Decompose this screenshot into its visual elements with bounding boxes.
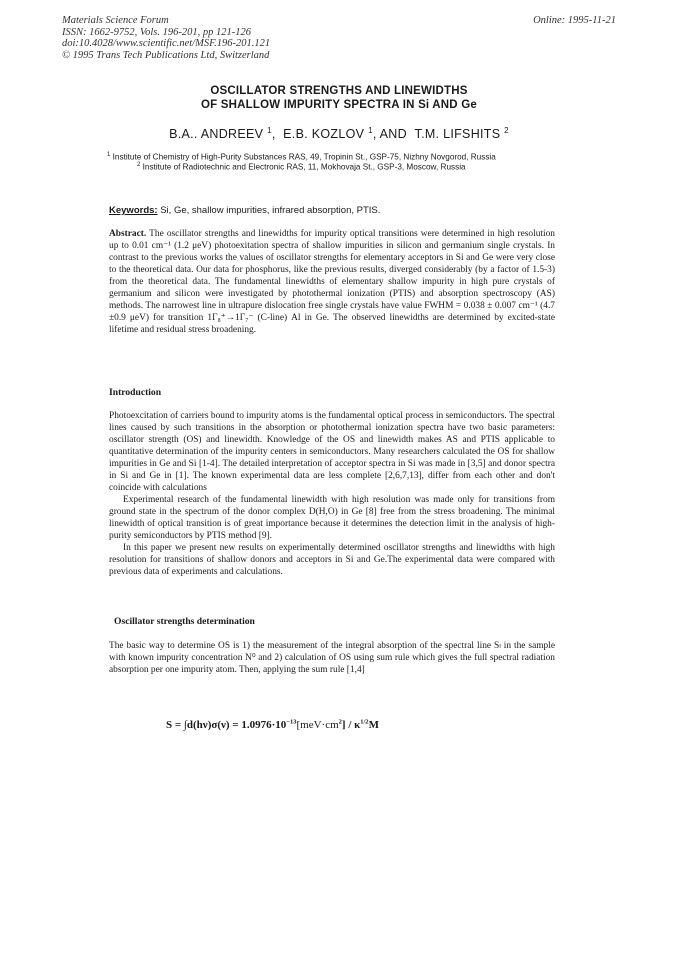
oscillator-body: [109, 640, 555, 676]
journal-copyright: © 1995 Trans Tech Publications Ltd, Switzerland: [62, 49, 270, 61]
intro-paragraph-3: In this paper we present new results on experimentally determined oscillator strengths and linewidths with high resolution for transitions of shallow donors and acceptors in Si and Ge.The experimental data were compared with previous data of experiments and calculations.: [109, 543, 555, 577]
introduction-heading: Introduction: [109, 387, 162, 398]
introduction-body: [109, 410, 555, 578]
title-line-1: OSCILLATOR STRENGTHS AND LINEWIDTHS: [210, 85, 468, 97]
formula-units-exponent: 2: [338, 718, 342, 726]
author-3-affil: 2: [504, 126, 509, 135]
author-1-affil: 1: [267, 126, 272, 135]
abstract-label: Abstract.: [109, 229, 147, 239]
abstract: [109, 228, 555, 336]
oscillator-heading: Oscillator strengths determination: [114, 616, 255, 627]
oscillator-paragraph-1: The basic way to determine OS is 1) the measurement of the integral absorption of the spectral line Sₗ in the sample with known impurity concentration N⁰ and 2) calculation of OS using sum rule which gives the full spectral radiation absorption per one impurity atom. Then, applying the sum rule [1,4]: [109, 641, 555, 675]
online-date: Online: 1995-11-21: [533, 15, 616, 26]
author-list: [0, 126, 678, 141]
keywords-label: Keywords:: [109, 205, 158, 216]
formula-exponent: −13: [286, 718, 297, 726]
formula-end: M: [368, 719, 379, 731]
intro-paragraph-2: Experimental research of the fundamental linewidth with high resolution was made only for transitions from ground state in the spectrum of the donor complex D(H,O) in Ge [8] free from the stress broadening. The minimal linewidth of optical transition is of great importance because it determines the detection limit in the analysis of high-purity semiconductors by PTIS method [9].: [109, 495, 555, 541]
author-2-affil: 1: [368, 126, 373, 135]
title-line-2: OF SHALLOW IMPURITY SPECTRA IN Si AND Ge: [201, 99, 477, 111]
journal-doi[interactable]: doi:10.4028/www.scientific.net/MSF.196-201.121: [62, 38, 271, 49]
journal-name: Materials Science Forum: [62, 15, 169, 26]
intro-paragraph-1: Photoexcitation of carriers bound to impurity atoms is the fundamental optical process in semiconductors. The spectral lines caused by such transitions in the absorption or photothermal ionization spectra have two basic parameters: oscillator strength (OS) and linewidth. Knowledge of the OS and linewidth makes AS and PTIS applicable to quantitative determination of the impurity centers in semiconductors. Many researchers calculated the OS for shallow impurities in Ge and Si [1-4]. The detailed interpretation of acceptor spectra in Si was made in [3,5] and donor spectra in Si and Ge in [1]. The known experimental data are less complete [2,6,7,13], differ from each other and don't coincide with calculations: [109, 411, 555, 493]
formula-kappa: ] / κ: [341, 719, 361, 731]
author-separator: ,: [271, 127, 276, 142]
formula-units: [meV·cm: [296, 719, 339, 731]
author-2: E.B. KOZLOV: [283, 127, 365, 142]
paper-title: [0, 84, 678, 112]
author-3: T.M. LIFSHITS: [414, 127, 501, 142]
journal-issn: ISSN: 1662-9752, Vols. 196-201, pp 121-126: [62, 26, 251, 38]
abstract-text: The oscillator strengths and linewidths for impurity optical transitions were determined in high resolution up to 0.01 cm⁻¹ (1.2 μeV) photoexitation spectra of shallow impurities in silicon and germanium single crystals. In contrast to the previous works the values of oscillator strengths for elementary acceptors in Si and Ge were very close to the theoretical data. Our data for phosphorus, like the previous results, diverged considerably (by a factor of 1.5-3) from the theoretical data. The fundamental linewidths of elementary shallow impurity in high pure crystals of germanium and silicon were investigated by photothermal ionization (PTIS) and absorption spectroscopy (AS) methods. The narrowest line in ultrapure dislocation free single crystals have value FWHM = 0.038 ± 0.007 cm⁻¹ (4.7 ±0.9 μeV) for transition 1Γ₈⁺→1Γ₇⁻ (C-line) Al in Ge. The observed linewidths are determined by excited-state lifetime and residual stress broadening.: [109, 229, 555, 335]
affiliation-2: [137, 160, 466, 173]
journal-header: [62, 15, 270, 61]
author-1: B.A.. ANDREEV: [169, 127, 264, 142]
affiliation-1-marker: 1: [107, 152, 111, 158]
formula-kappa-exponent: 1/2: [360, 718, 369, 726]
keywords: [109, 205, 380, 216]
author-separator-and: , AND: [372, 127, 407, 142]
affiliation-2-marker: 2: [137, 162, 141, 168]
keywords-text: Si, Ge, shallow impurities, infrared absorption, PTIS.: [157, 205, 381, 216]
affiliation-1-text: Institute of Chemistry of High-Purity Substances RAS, 49, Tropinin St., GSP-75, Nizhny Novgorod, Russia: [112, 152, 496, 162]
affiliation-2-text: Institute of Radiotechnic and Electronic RAS, 11, Mokhovaja St., GSP-3, Moscow, Russia: [142, 162, 466, 172]
sum-rule-formula: [166, 719, 379, 731]
formula-lhs: S = ∫d(hν)σ(ν) = 1.0976·10: [166, 719, 287, 731]
